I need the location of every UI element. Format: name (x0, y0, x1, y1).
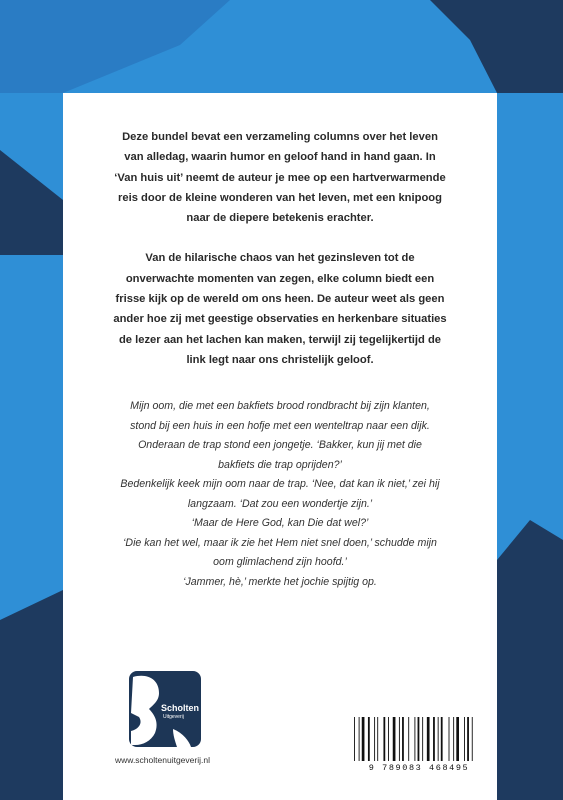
house-shape-bottom-left (0, 590, 63, 800)
blurb-paragraph-1: Deze bundel bevat een verzameling columns over het leven van alledag, waarin humor en geloof hand in hand gaan. In ‘Van huis uit’ neemt de auteur je mee op een hartverwarmende reis door de kleine wonderen van het leven, met een knipoog naar de diepere betekenis erachter. (114, 131, 446, 225)
excerpt-line: Onderaan de trap stond een jongetje. ‘Bakker, kun jij met die (138, 439, 422, 451)
excerpt-line: oom glimlachend zijn hoofd.’ (213, 556, 347, 568)
excerpt-line: stond bij een huis in een hofje met een wenteltrap naar een dijk. (130, 419, 430, 432)
house-shape-right (497, 520, 563, 800)
excerpt-line: ‘Die kan het wel, maar ik zie het Hem niet snel doen,’ schudde mijn (123, 536, 437, 549)
isbn-barcode (350, 717, 488, 777)
publisher-website: www.scholtenuitgeverij.nl (115, 755, 210, 765)
excerpt-line: ‘Jammer, hè,’ merkte het jochie spijtig op. (183, 575, 377, 588)
excerpt-line: bakfiets die trap oprijden?’ (218, 458, 342, 471)
excerpt-line: ‘Maar de Here God, kan Die dat wel?’ (191, 517, 369, 529)
publisher-name: Scholten (161, 703, 200, 713)
blurb (63, 127, 497, 370)
back-cover-panel (63, 93, 497, 800)
publisher-subtitle: Uitgeverij (163, 714, 184, 720)
publisher-logo (129, 671, 201, 747)
blurb-paragraph-2: Van de hilarische chaos van het gezinsleven tot de onverwachte momenten van zegen, elke column biedt een frisse kijk op de wereld om ons heen. De auteur weet als geen ander hoe zij met geestige observaties en herkenbare situaties de lezer aan het lachen kan maken, terwijl zij tegelijkertijd de link legt naar ons christelijk geloof. (113, 252, 447, 366)
excerpt-line: Bedenkelijk keek mijn oom naar de trap. ‘Nee, dat kan ik niet,’ zei hij (120, 478, 440, 490)
excerpt-line: langzaam. ‘Dat zou een wondertje zijn.’ (187, 497, 373, 510)
excerpt (63, 397, 497, 592)
excerpt-line: Mijn oom, die met een bakfiets brood rondbracht bij zijn klanten, (130, 400, 430, 412)
isbn-number: 9 789083 468495 (368, 763, 470, 773)
barcode-bars (350, 717, 488, 763)
